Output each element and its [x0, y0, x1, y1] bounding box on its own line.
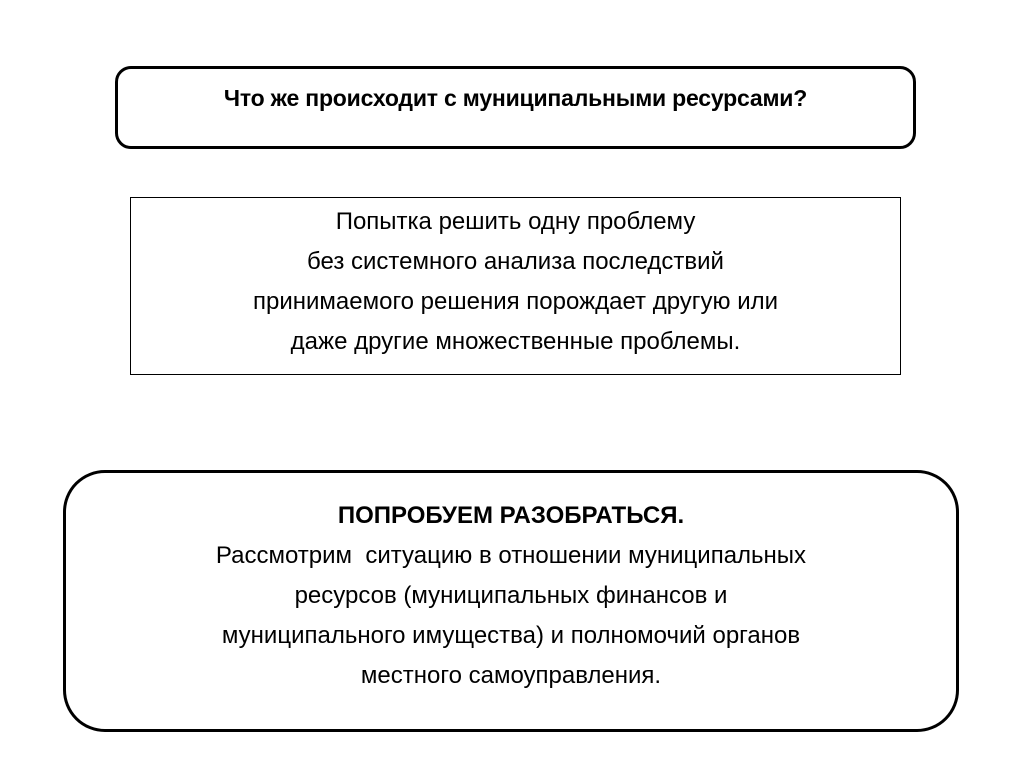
question-title: Что же происходит с муниципальными ресурсами?: [223, 85, 808, 111]
analysis-line: ресурсов (муниципальных финансов и: [294, 582, 728, 609]
analysis-heading: ПОПРОБУЕМ РАЗОБРАТЬСЯ.: [337, 502, 685, 529]
analysis-line: Рассмотрим ситуацию в отношении муниципальных: [215, 542, 807, 569]
analysis-line: муниципального имущества) и полномочий органов: [221, 622, 801, 649]
statement-line: даже другие множественные проблемы.: [290, 328, 741, 355]
statement-line: без системного анализа последствий: [307, 248, 724, 275]
analysis-line: местного самоуправления.: [360, 662, 662, 689]
statement-line: принимаемого решения порождает другую или: [252, 288, 779, 315]
statement-line: Попытка решить одну проблему: [335, 208, 696, 235]
question-box: [115, 66, 916, 149]
statement-box: [130, 197, 901, 375]
analysis-box: [63, 470, 959, 732]
